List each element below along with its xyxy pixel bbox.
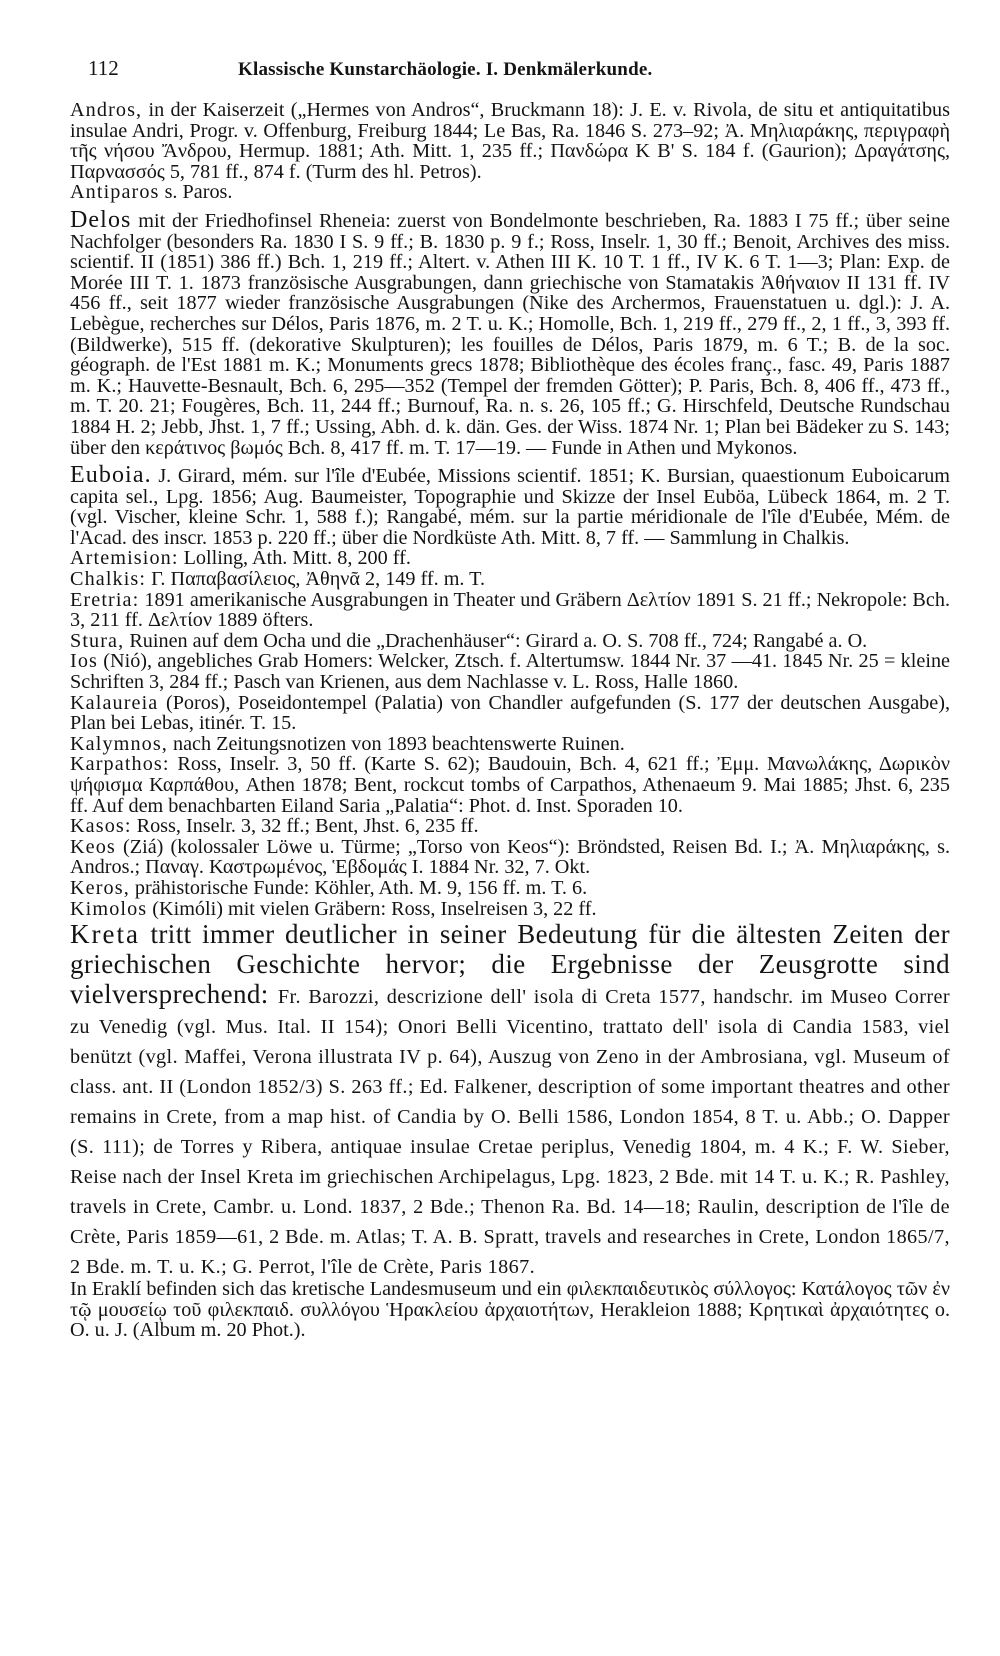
entry-text: (Nió), angebliches Grab Homers: Welcker, Ztsch. f. Altertumsw. 1844 Nr. 37 —41. 1845 Nr. 25 = kleine Schriften 3, 284 ff.; Pasch van Krienen, aus dem Nachlasse v. L. Ross, Halle 1860. bbox=[70, 650, 951, 694]
entry-ios bbox=[70, 651, 950, 692]
entry-text: (Poros), Poseidontempel (Palatia) von Chandler aufgefunden (S. 177 der deutschen Ausgabe), Plan bei Lebas, itinér. T. 15. bbox=[70, 691, 951, 735]
entry-kimolos bbox=[70, 899, 950, 920]
entry-text: 1891 amerikanische Ausgrabungen in Theater und Gräbern Δελτίον 1891 S. 21 ff.; Nekropole: Bch. 3, 211 ff. Δελτίον 1889 öfters. bbox=[70, 588, 951, 632]
entry-text: J. Girard, mém. sur l'île d'Eubée, Missions scientif. 1851; K. Bursian, quaestionum Euboicarum capita sel., Lpg. 1856; Aug. Baumeister, Topographie und Skizze der Insel Euböa, Lübeck 1864, m. 2 T. (vgl. Vischer, kleine Schr. 1, 588 f.); Rangabé, mém. sur la partie méridionale de l'île d'Eubée, Mém. de l'Acad. des inscr. 1853 p. 220 ff.; über die Nordküste Ath. Mitt. 8, 7 ff. — Sammlung in Chalkis. bbox=[70, 465, 950, 549]
entry-eraklion bbox=[70, 1279, 950, 1341]
entry-text: Ross, Inselr. 3, 50 ff. (Karte S. 62); Baudouin, Bch. 4, 621 ff.; Ἐμμ. Μανωλάκης, Δωρικὸν ψήφισμα Καρπάθου, Athen 1878; Bent, rockcut tombs of Carpathos, Athenaeum 9. Mai 1885; Jhst. 6, 235 ff. Auf dem benachbarten Eiland Saria „Palatia“: Phot. d. Inst. Sporaden 10. bbox=[70, 753, 950, 817]
entry-text: (Kimóli) mit vielen Gräbern: Ross, Inselreisen 3, 22 ff. bbox=[152, 897, 597, 920]
entry-lead: Chalkis: bbox=[70, 568, 147, 591]
entry-lead: Kasos: bbox=[70, 815, 132, 838]
entry-kasos bbox=[70, 816, 950, 837]
entry-lead: Kreta bbox=[70, 919, 140, 950]
kreta-large-text: tritt immer deutlicher in seiner Bedeutung für die ältesten Zeiten der griechischen Geschichte hervor; die Ergebnisse der Zeusgrotte sind vielversprechend: bbox=[70, 919, 950, 1010]
entry-lead: Eretria: bbox=[70, 588, 140, 611]
page-number: 112 bbox=[88, 56, 119, 80]
entry-lead: Euboia. bbox=[70, 462, 152, 489]
entry-text: Ross, Inselr. 3, 32 ff.; Bent, Jhst. 6, 235 ff. bbox=[136, 815, 479, 838]
entry-lead: Delos bbox=[70, 206, 132, 233]
entry-text: In Eraklí befinden sich das kretische Landesmuseum und ein φιλεκπαιδευτικὸς σύλλογος: Κατάλογος τῶν ἐν τῷ μουσείῳ τοῦ φιλεκπαιδ. συλλόγου Ἡρακλείου ἀρχαιοτήτων, Herakleion 1888; Κρητικαὶ ἀρχαιότητες o. O. u. J. (Album m. 20 Phot.). bbox=[70, 1278, 950, 1342]
entry-lead: Antiparos bbox=[70, 181, 160, 204]
entry-text: (Ziá) (kolossaler Löwe u. Türme; „Torso von Keos“): Bröndsted, Reisen Bd. I.; Ἀ. Μηλιαράκης, s. Andros.; Παναγ. Καστρωμένος, Ἑβδομάς Ι. 1884 Nr. 32, 7. Okt. bbox=[70, 835, 950, 879]
entry-kalaureia bbox=[70, 693, 950, 734]
entry-lead: Andros, bbox=[70, 99, 143, 121]
entry-eretria bbox=[70, 590, 950, 631]
entry-karpathos bbox=[70, 754, 950, 816]
entry-text: Γ. Παπαβασίλειος, Ἀθηνᾶ 2, 149 ff. m. T. bbox=[151, 568, 486, 591]
entry-text: in der Kaiserzeit („Hermes von Andros“, Bruckmann 18): J. E. v. Rivola, de situ et antiquitatibus insulae Andri, Progr. v. Offenburg, Freiburg 1844; Le Bas, Ra. 1846 S. 273–92; Ἀ. Μηλιαράκης, περιγραφὴ τῆς νήσου Ἄνδρου, Hermup. 1881; Ath. Mitt. 1, 235 ff.; Πανδώρα Κ Β' S. 184 f. (Gaurion); Δραγάτσης, Παρνασσός 5, 781 ff., 874 f. (Turm des hl. Petros). bbox=[70, 99, 951, 183]
entry-andros bbox=[70, 100, 950, 182]
entry-text: mit der Friedhofinsel Rheneia: zuerst von Bondelmonte beschrieben, Ra. 1883 I 75 ff.; über seine Nachfolger (besonders Ra. 1830 I S. 9 ff.; B. 1830 p. 9 f.; Ross, Inselr. 1, 30 ff.; Benoit, Archives des miss. scientif. II (1851) 386 ff.) Bch. 1, 219 ff.; Altert. v. Athen III K. 10 T. 1 ff., IV K. 6 T. 1—3; Plan: Exp. de Morée III T. 1. 1873 französische Ausgrabungen, dann griechische von Stamatakis Ἀθήναιον II 131 ff. IV 456 ff., seit 1877 wieder französische Ausgrabungen (Nike des Archermos, Frauenstatuen u. dgl.): J. A. Lebègue, recherches sur Délos, Paris 1876, m. 2 T. u. K.; Homolle, Bch. 1, 219 ff., 279 ff., 2, 1 ff., 3, 393 ff. (Bildwerke), 515 ff. (dekorative Skulpturen); les fouilles de Délos, Paris 1879, m. 6 T.; B. de la soc. géograph. de l'Est 1881 m. K.; Monuments grecs 1878; Bibliothèque des écoles franç., fasc. 49, Paris 1887 m. K.; Hauvette-Besnault, Bch. 6, 295—352 (Tempel der fremden Götter); P. Paris, Bch. 8, 406 ff., 473 ff., m. T. 20. 21; Fougères, Bch. 11, 244 ff.; Burnouf, Ra. n. s. 26, 105 ff.; G. Hirschfeld, Deutsche Rundschau 1884 H. 2; Jebb, Jhst. 1, 7 ff.; Ussing, Abh. d. k. dän. Ges. der Wiss. 1874 Nr. 1; Plan bei Bädeker zu S. 143; über den κεράτινος βωμός Bch. 8, 417 ff. m. T. 17—19. — Funde in Athen und Mykonos. bbox=[70, 209, 950, 459]
entry-lead: Karpathos: bbox=[70, 753, 170, 776]
running-title: Klassische Kunstarchäologie. I. Denkmälerkunde. bbox=[238, 59, 653, 80]
entry-delos bbox=[70, 206, 950, 459]
entry-lead: Stura, bbox=[70, 629, 125, 652]
entry-lead: Artemision: bbox=[70, 547, 179, 570]
entry-lead: Kimolos bbox=[70, 897, 148, 920]
entry-text: prähistorische Funde: Köhler, Ath. M. 9, 156 ff. m. T. 6. bbox=[134, 876, 588, 899]
entry-lead: Kalymnos, bbox=[70, 732, 168, 755]
entry-lead: Keros, bbox=[70, 876, 130, 899]
entry-lead: Ios bbox=[70, 650, 98, 673]
entry-chalkis bbox=[70, 569, 950, 590]
entry-stura bbox=[70, 631, 950, 652]
entry-text: nach Zeitungsnotizen von 1893 beachtenswerte Ruinen. bbox=[172, 732, 625, 755]
entry-kreta bbox=[70, 919, 950, 1279]
entry-antiparos bbox=[70, 182, 950, 203]
entry-text: Fr. Barozzi, descrizione dell' isola di Creta 1577, handschr. im Museo Correr zu Venedig (vgl. Mus. Ital. II 154); Onori Belli Vicentino, trattato dell' isola di Candia 1583, viel benützt (vgl. Maffei, Verona illustrata IV p. 64), Auszug von Zeno in der Ambrosiana, vgl. Museum of class. ant. II (London 1852/3) S. 263 ff.; Ed. Falkener, description of some important theatres and other remains in Crete, from a map hist. of Candia by O. Belli 1586, London 1854, 8 T. u. Abb.; O. Dapper (S. 111); de Torres y Ribera, antiquae insulae Cretae periplus, Venedig 1804, m. 4 K.; F. W. Sieber, Reise nach der Insel Kreta im griechischen Archipelagus, Lpg. 1823, 2 Bde. mit 14 T. u. K.; R. Pashley, travels in Crete, Cambr. u. Lond. 1837, 2 Bde.; Thenon Ra. Bd. 14—18; Raulin, description de l'île de Crète, Paris 1859—61, 2 Bde. m. Atlas; T. A. B. Spratt, travels and researches in Crete, London 1865/7, 2 Bde. m. T. u. K.; G. Perrot, l'île de Crète, Paris 1867. bbox=[70, 986, 950, 1279]
entry-keos bbox=[70, 837, 950, 878]
entry-lead: Kalaureia bbox=[70, 691, 159, 714]
entry-text: s. Paros. bbox=[164, 181, 233, 204]
page-body bbox=[70, 100, 950, 1341]
page-header bbox=[88, 56, 948, 81]
entry-text: Ruinen auf dem Ocha und die „Drachenhäuser“: Girard a. O. S. 708 ff., 724; Rangabé a. O. bbox=[129, 629, 868, 652]
entry-text: Lolling, Ath. Mitt. 8, 200 ff. bbox=[183, 547, 411, 570]
entry-kalymnos bbox=[70, 734, 950, 755]
entry-keros bbox=[70, 878, 950, 899]
entry-artemision bbox=[70, 548, 950, 569]
entry-lead: Keos bbox=[70, 835, 116, 858]
entry-euboia bbox=[70, 462, 950, 549]
